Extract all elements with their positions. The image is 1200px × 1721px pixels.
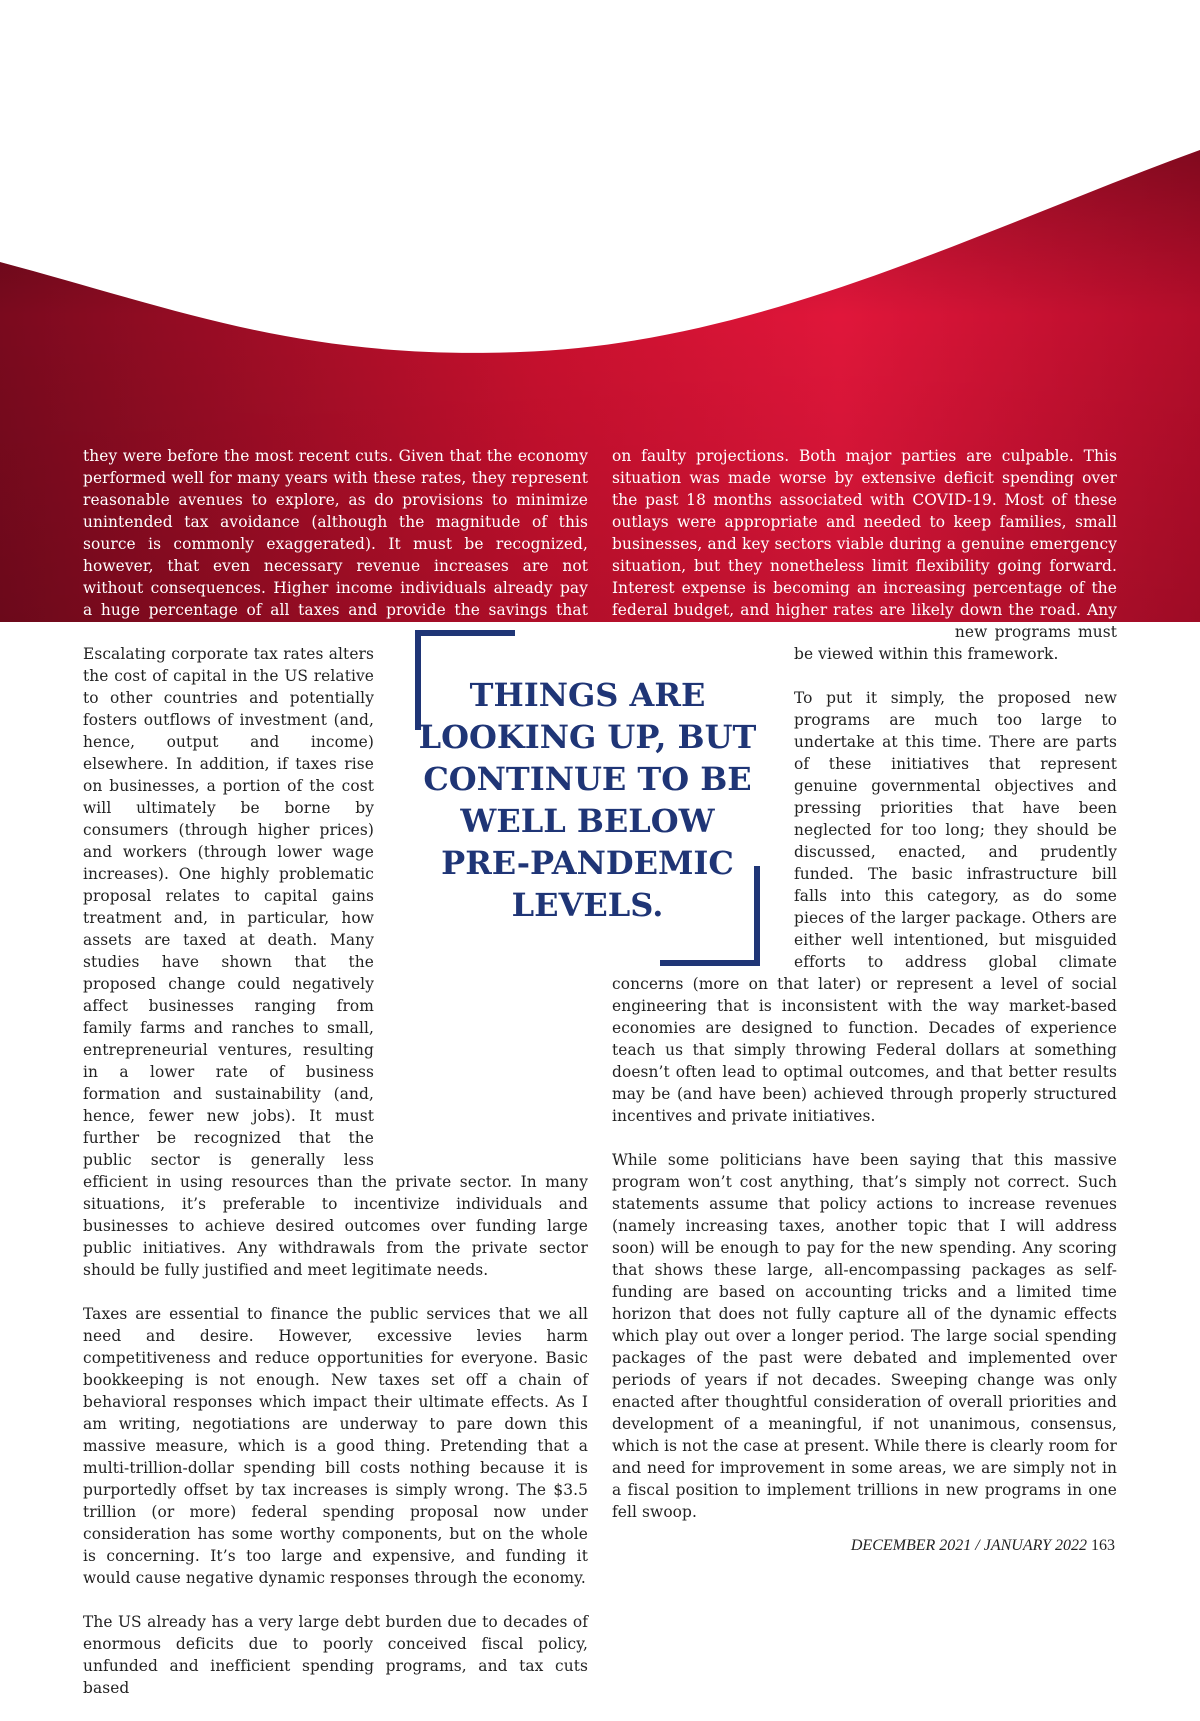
page-footer (851, 1537, 1115, 1555)
left-band-text: they were before the most recent cuts. Given that the economy performed well for many years with these rates, they represent reasonable avenues to explore, as do provisions to minimize unintended tax avoidance (although the magnitude of this source is commonly exaggerated). It must be recognized, however, that even necessary revenue increases are not without consequences. Higher income individuals already pay a huge percentage of all taxes and provide the savings that facilitate capital formation. (83, 447, 588, 641)
pull-quote-text: THINGS ARE LOOKING UP, BUT CONTINUE TO BE WELL BELOW PRE-PANDEMIC LEVELS. (418, 676, 757, 924)
pull-quote (415, 630, 760, 966)
right-paragraph-3: While some politicians have been saying that this massive program won’t cost anything, that’s simply not correct. Such statements assume that policy actions to increase revenues (namely increasing taxes, another topic that I will address soon) will be enough to pay for the new spending. Any scoring that shows these large, all-encompassing packages as self-funding are based on accounting tricks and a limited time horizon that does not fully capture all of the dynamic effects which play out over a longer period. The large social spending packages of the past were debated and implemented over periods of years if not decades. Sweeping change was only enacted after thoughtful consideration of overall priorities and development of a meaningful, if not unanimous, consensus, which is not the case at present. While there is clearly room for and need for improvement in some areas, we are simply not in a fiscal position to implement trillions in new programs in one fell swoop. (612, 1151, 1117, 1521)
right-band-text: on faulty projections. Both major parties are culpable. This situation was made worse by extensive deficit spending over the past 18 months associated with COVID-19. Most of these outlays were appropriate and needed to keep families, small businesses, and key sectors viable during a genuine emergency situation, but they nonetheless limit flexibility going forward. Interest expense is becoming an increasing percentage of the federal budget, and higher rates are likely down the road. Any conversation about (612, 447, 1117, 641)
pull-quote-bracket-top-left (415, 630, 515, 636)
issue-date: DECEMBER 2021 / JANUARY 2022 (850, 1537, 1087, 1554)
page-number: 163 (1091, 1537, 1115, 1554)
left-paragraph-2: Taxes are essential to finance the public services that we all need and desire. However, excessive levies harm competitiveness and reduce opportunities for everyone. Basic bookkeeping is not enough. New taxes set off a chain of behavioral responses which impact their ultimate effects. As I am writing, negotiations are underway to pare down this massive measure, which is a good thing. Pretending that a multi-trillion-dollar spending bill costs nothing because it is purportedly offset by tax increases is simply wrong. The $3.5 trillion (or more) federal spending proposal now under consideration has some worthy components, but on the whole is concerning. It’s too large and expensive, and funding it would cause negative dynamic responses through the economy. (83, 1305, 588, 1587)
left-paragraph-3: The US already has a very large debt burden due to decades of enormous deficits due to poorly conceived fiscal policy, unfunded and inefficient spending programs, and tax cuts based (83, 1613, 588, 1697)
left-paragraph-1: Escalating corporate tax rates alters the cost of capital in the US relative to other countries and potentially fosters outflows of investment (and, hence, output and income) elsewhere. In addition, if taxes rise on businesses, a portion of the cost will ultimately be borne by consumers (through higher prices) and workers (through lower wage increases). One highly problematic proposal relates to capital gains treatment and, in particular, how assets are taxed at death. Many studies have shown that the proposed change could negatively affect businesses ranging from family farms and ranches to small, entrepreneurial ventures, resulting in a lower rate of business formation and sustainability (and, hence, fewer new jobs). It must further be recognized that the public sector is generally less efficient in using resources than the private sector. In many situations, it’s preferable to incentivize individuals and businesses to achieve desired outcomes over funding large public initiatives. Any withdrawals from the private sector should be fully justified and meet legitimate needs. (83, 645, 588, 1279)
article-right-column (612, 445, 1117, 1545)
pull-quote-bracket-bottom-right (660, 960, 760, 966)
right-paragraph-1: new programs must be viewed within this framework. (794, 623, 1118, 663)
right-paragraph-2: To put it simply, the proposed new programs are much too large to undertake at this time. There are parts of these initiatives that represent genuine governmental objectives and pressing priorities that have been neglected for too long; they should be discussed, enacted, and prudently funded. The basic infrastructure bill falls into this category, as do some pieces of the larger package. Others are either well intentioned, but misguided efforts to address global climate concerns (more on that later) or represent a level of social engineering that is inconsistent with the way market-based economies are designed to function. Decades of experience teach us that simply throwing Federal dollars at something doesn’t often lead to optimal outcomes, and that better results may be (and have been) achieved through properly structured incentives and private initiatives. (612, 689, 1117, 1125)
pull-quote-bracket-bottom-right-vertical (754, 866, 760, 966)
